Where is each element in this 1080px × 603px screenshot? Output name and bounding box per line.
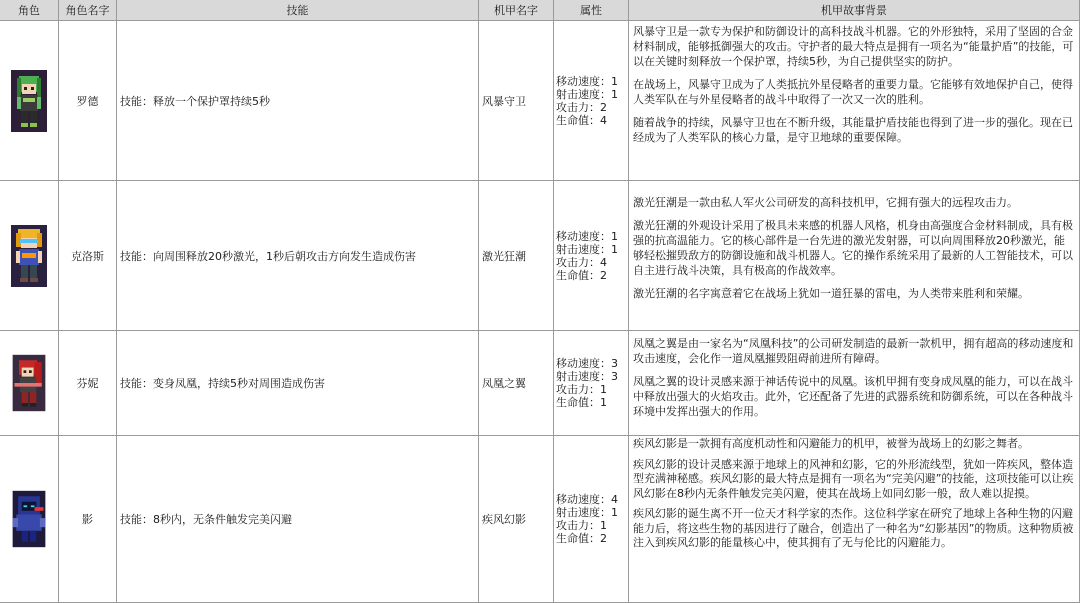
story-paragraph: 凤凰之翼的设计灵感来源于神话传说中的凤凰。该机甲拥有变身成凤凰的能力，可以在战斗中释放出强大的火焰攻击。此外，它还配备了先进的武器系统和防御系统，可以在各种战斗环境中发挥出强大的作用。 — [633, 375, 1073, 418]
table-row-3-story — [629, 331, 1080, 436]
red-haired-character-sprite — [9, 353, 49, 413]
attr-health: 生命值：2 — [556, 532, 607, 545]
story-paragraph: 随着战争的持续，风暴守卫也在不断升级，其能量护盾技能也得到了进一步的强化。现在已经成为了人类军队的核心力量，是守卫地球的重要保障。 — [633, 116, 1073, 144]
table-row-1-mech: 风暴守卫 — [479, 21, 554, 181]
table-row-2-sprite-cell — [0, 181, 59, 331]
header-mech: 机甲名字 — [479, 0, 554, 21]
attr-fire-rate: 射击速度：1 — [556, 242, 618, 256]
attr-move-speed: 移动速度：1 — [556, 229, 618, 243]
header-role: 角色 — [0, 0, 59, 21]
blonde-goggles-character-sprite — [9, 223, 49, 289]
story-paragraph: 在战场上，风暴守卫成为了人类抵抗外星侵略者的重要力量。它能够有效地保护自己，使得人类军队在与外星侵略者的战斗中取得了一次又一次的胜利。 — [633, 78, 1073, 106]
table-row-1-story — [629, 21, 1080, 181]
table-row-4-story — [629, 436, 1080, 603]
story-paragraph: 激光狂潮是一款由私人军火公司研发的高科技机甲，它拥有强大的远程攻击力。 — [633, 196, 1018, 209]
table-row-2-mech: 激光狂潮 — [479, 181, 554, 331]
table-row-4-name: 影 — [59, 436, 117, 603]
attr-move-speed: 移动速度：1 — [556, 74, 618, 88]
attr-health: 生命值：2 — [556, 268, 607, 282]
header-skill: 技能 — [117, 0, 479, 21]
header-attributes: 属性 — [554, 0, 629, 21]
header-name: 角色名字 — [59, 0, 117, 21]
table-row-1-name: 罗德 — [59, 21, 117, 181]
story-paragraph: 疾风幻影的诞生离不开一位天才科学家的杰作。这位科学家在研究了地球上各种生物的闪避能力后，将这些生物的基因进行了融合，创造出了一种名为“幻影基因”的物质。这种物质被注入到疾风幻影的能量核心中，使其拥有了无与伦比的闪避能力。 — [633, 507, 1074, 549]
story-paragraph: 激光狂潮的外观设计采用了极具未来感的机器人风格，机身由高强度合金材料制成，具有极强的抗高温能力。它的核心部件是一台先进的激光发射器，可以向周围释放20秒激光，能够轻松摧毁敌方的防御设施和战斗机器人。它的操作系统采用了最新的人工智能技术，可以自主进行战斗决策，具有极高的作战效率。 — [633, 219, 1073, 277]
table-row-4-skill: 技能：8秒内，无条件触发完美闪避 — [117, 436, 479, 603]
story-paragraph: 激光狂潮的名字寓意着它在战场上犹如一道狂暴的雷电，为人类带来胜利和荣耀。 — [633, 287, 1029, 300]
header-story: 机甲故事背景 — [629, 0, 1080, 21]
story-paragraph: 凤凰之翼是由一家名为“凤凰科技”的公司研发制造的最新一款机甲，拥有超高的移动速度和攻击速度，会化作一道凤凰摧毁阻碍前进所有障碍。 — [633, 337, 1074, 365]
attr-fire-rate: 射击速度：1 — [556, 87, 618, 101]
table-row-4-sprite-cell — [0, 436, 59, 603]
attr-fire-rate: 射击速度：3 — [556, 370, 618, 383]
table-row-1-skill: 技能：释放一个保护罩持续5秒 — [117, 21, 479, 181]
table-row-4-mech: 疾风幻影 — [479, 436, 554, 603]
story-paragraph: 风暴守卫是一款专为保护和防御设计的高科技战斗机器。它的外形独特，采用了坚固的合金材料制成，能够抵御强大的攻击。守护者的最大特点是拥有一项名为“能量护盾”的技能，可以在关键时刻释放一个保护罩，持续5秒，为自己提供坚实的防护。 — [633, 25, 1074, 68]
table-row-1-sprite-cell — [0, 21, 59, 181]
attr-attack: 攻击力：1 — [556, 383, 607, 396]
attr-health: 生命值：1 — [556, 396, 607, 409]
table-row-2-story — [629, 181, 1080, 331]
attr-move-speed: 移动速度：4 — [556, 493, 618, 506]
table-row-2-name: 克洛斯 — [59, 181, 117, 331]
story-paragraph: 疾风幻影的设计灵感来源于地球上的风神和幻影，它的外形流线型，犹如一阵疾风，整体造型充满神秘感。疾风幻影的最大特点是拥有一项名为“完美闪避”的技能，这项技能可以让疾风幻影在8秒内无条件触发完美闪避，使其在战场上如同幻影一般，敌人难以捉摸。 — [633, 457, 1074, 500]
story-paragraph: 疾风幻影是一款拥有高度机动性和闪避能力的机甲，被誉为战场上的幻影之舞者。 — [633, 437, 1029, 450]
table-row-1-attributes — [554, 21, 629, 181]
table-row-2-attributes — [554, 181, 629, 331]
table-row-3-mech: 凤凰之翼 — [479, 331, 554, 436]
table-row-3-skill: 技能：变身凤凰，持续5秒对周围造成伤害 — [117, 331, 479, 436]
attr-attack: 攻击力：2 — [556, 100, 607, 114]
attr-health: 生命值：4 — [556, 113, 607, 127]
attr-attack: 攻击力：4 — [556, 255, 607, 269]
table-row-2-skill: 技能：向周围释放20秒激光，1秒后朝攻击方向发生造成伤害 — [117, 181, 479, 331]
hooded-blue-character-sprite — [7, 489, 51, 549]
table-row-4-attributes — [554, 436, 629, 603]
attr-fire-rate: 射击速度：1 — [556, 506, 618, 519]
attr-move-speed: 移动速度：3 — [556, 357, 618, 370]
table-row-3-attributes — [554, 331, 629, 436]
green-haired-character-sprite — [9, 68, 49, 134]
table-row-3-sprite-cell — [0, 331, 59, 436]
table-row-3-name: 芬妮 — [59, 331, 117, 436]
attr-attack: 攻击力：1 — [556, 519, 607, 532]
